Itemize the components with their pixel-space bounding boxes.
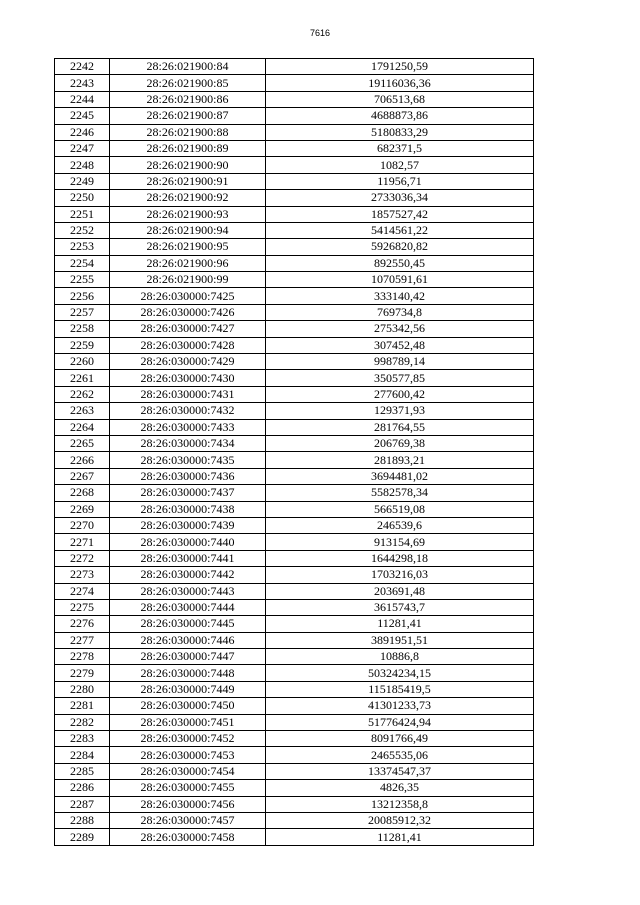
cadastral-value-cell: 50324234,15 bbox=[266, 665, 534, 681]
cadastral-value-cell: 5414561,22 bbox=[266, 222, 534, 238]
table-row bbox=[55, 583, 534, 599]
row-number-cell: 2281 bbox=[55, 698, 110, 714]
row-number-cell: 2254 bbox=[55, 255, 110, 271]
cadastral-number-cell: 28:26:021900:84 bbox=[110, 59, 266, 75]
cadastral-value-cell: 566519,08 bbox=[266, 501, 534, 517]
cadastral-value-cell: 1857527,42 bbox=[266, 206, 534, 222]
table-row bbox=[55, 354, 534, 370]
row-number-cell: 2252 bbox=[55, 222, 110, 238]
table-row bbox=[55, 829, 534, 845]
cadastral-number-cell: 28:26:030000:7447 bbox=[110, 649, 266, 665]
cadastral-value-cell: 5180833,29 bbox=[266, 124, 534, 140]
cadastral-number-cell: 28:26:030000:7432 bbox=[110, 403, 266, 419]
cadastral-value-cell: 20085912,32 bbox=[266, 812, 534, 828]
cadastral-value-cell: 913154,69 bbox=[266, 534, 534, 550]
cadastral-value-cell: 307452,48 bbox=[266, 337, 534, 353]
row-number-cell: 2275 bbox=[55, 599, 110, 615]
table-row bbox=[55, 206, 534, 222]
cadastral-value-cell: 115185419,5 bbox=[266, 681, 534, 697]
cadastral-number-cell: 28:26:030000:7427 bbox=[110, 321, 266, 337]
cadastral-number-cell: 28:26:030000:7440 bbox=[110, 534, 266, 550]
cadastral-number-cell: 28:26:021900:90 bbox=[110, 157, 266, 173]
row-number-cell: 2242 bbox=[55, 59, 110, 75]
table-row bbox=[55, 747, 534, 763]
table-row bbox=[55, 222, 534, 238]
row-number-cell: 2250 bbox=[55, 190, 110, 206]
cadastral-number-cell: 28:26:021900:93 bbox=[110, 206, 266, 222]
table-row bbox=[55, 665, 534, 681]
table-row bbox=[55, 272, 534, 288]
row-number-cell: 2266 bbox=[55, 452, 110, 468]
row-number-cell: 2272 bbox=[55, 550, 110, 566]
row-number-cell: 2246 bbox=[55, 124, 110, 140]
table-row bbox=[55, 288, 534, 304]
cadastral-value-cell: 13212358,8 bbox=[266, 796, 534, 812]
cadastral-number-cell: 28:26:030000:7442 bbox=[110, 567, 266, 583]
table-row bbox=[55, 419, 534, 435]
cadastral-number-cell: 28:26:030000:7454 bbox=[110, 763, 266, 779]
table-row bbox=[55, 534, 534, 550]
cadastral-value-cell: 5582578,34 bbox=[266, 485, 534, 501]
row-number-cell: 2265 bbox=[55, 435, 110, 451]
table-row bbox=[55, 337, 534, 353]
cadastral-number-cell: 28:26:030000:7426 bbox=[110, 304, 266, 320]
cadastral-value-cell: 203691,48 bbox=[266, 583, 534, 599]
row-number-cell: 2279 bbox=[55, 665, 110, 681]
table-body bbox=[55, 59, 534, 846]
cadastral-number-cell: 28:26:030000:7438 bbox=[110, 501, 266, 517]
cadastral-value-cell: 11281,41 bbox=[266, 616, 534, 632]
cadastral-number-cell: 28:26:030000:7436 bbox=[110, 468, 266, 484]
cadastral-number-cell: 28:26:030000:7458 bbox=[110, 829, 266, 845]
row-number-cell: 2257 bbox=[55, 304, 110, 320]
table-row bbox=[55, 91, 534, 107]
cadastral-value-cell: 1082,57 bbox=[266, 157, 534, 173]
cadastral-value-cell: 2733036,34 bbox=[266, 190, 534, 206]
row-number-cell: 2249 bbox=[55, 173, 110, 189]
cadastral-value-cell: 682371,5 bbox=[266, 140, 534, 156]
table-row bbox=[55, 435, 534, 451]
cadastral-number-cell: 28:26:030000:7448 bbox=[110, 665, 266, 681]
table-row bbox=[55, 173, 534, 189]
row-number-cell: 2268 bbox=[55, 485, 110, 501]
cadastral-value-cell: 246539,6 bbox=[266, 517, 534, 533]
cadastral-number-cell: 28:26:030000:7439 bbox=[110, 517, 266, 533]
row-number-cell: 2284 bbox=[55, 747, 110, 763]
cadastral-value-cell: 4826,35 bbox=[266, 780, 534, 796]
row-number-cell: 2288 bbox=[55, 812, 110, 828]
cadastral-value-cell: 10886,8 bbox=[266, 649, 534, 665]
row-number-cell: 2253 bbox=[55, 239, 110, 255]
row-number-cell: 2264 bbox=[55, 419, 110, 435]
cadastral-number-cell: 28:26:030000:7431 bbox=[110, 386, 266, 402]
table-row bbox=[55, 796, 534, 812]
table-row bbox=[55, 599, 534, 615]
table-row bbox=[55, 108, 534, 124]
row-number-cell: 2274 bbox=[55, 583, 110, 599]
cadastral-number-cell: 28:26:021900:95 bbox=[110, 239, 266, 255]
row-number-cell: 2261 bbox=[55, 370, 110, 386]
row-number-cell: 2271 bbox=[55, 534, 110, 550]
row-number-cell: 2276 bbox=[55, 616, 110, 632]
cadastral-value-cell: 11956,71 bbox=[266, 173, 534, 189]
row-number-cell: 2269 bbox=[55, 501, 110, 517]
cadastral-number-cell: 28:26:030000:7434 bbox=[110, 435, 266, 451]
cadastral-value-cell: 13374547,37 bbox=[266, 763, 534, 779]
cadastral-value-cell: 19116036,36 bbox=[266, 75, 534, 91]
cadastral-number-cell: 28:26:030000:7456 bbox=[110, 796, 266, 812]
cadastral-value-cell: 11281,41 bbox=[266, 829, 534, 845]
table-row bbox=[55, 550, 534, 566]
cadastral-number-cell: 28:26:021900:89 bbox=[110, 140, 266, 156]
cadastral-value-cell: 3615743,7 bbox=[266, 599, 534, 615]
row-number-cell: 2259 bbox=[55, 337, 110, 353]
row-number-cell: 2248 bbox=[55, 157, 110, 173]
table-row bbox=[55, 649, 534, 665]
table-row bbox=[55, 632, 534, 648]
row-number-cell: 2287 bbox=[55, 796, 110, 812]
cadastral-number-cell: 28:26:030000:7445 bbox=[110, 616, 266, 632]
cadastral-value-cell: 333140,42 bbox=[266, 288, 534, 304]
cadastral-number-cell: 28:26:030000:7450 bbox=[110, 698, 266, 714]
row-number-cell: 2245 bbox=[55, 108, 110, 124]
cadastral-value-cell: 277600,42 bbox=[266, 386, 534, 402]
row-number-cell: 2256 bbox=[55, 288, 110, 304]
cadastral-number-cell: 28:26:030000:7425 bbox=[110, 288, 266, 304]
cadastral-number-cell: 28:26:021900:94 bbox=[110, 222, 266, 238]
cadastral-number-cell: 28:26:030000:7429 bbox=[110, 354, 266, 370]
row-number-cell: 2260 bbox=[55, 354, 110, 370]
table-row bbox=[55, 616, 534, 632]
cadastral-number-cell: 28:26:030000:7437 bbox=[110, 485, 266, 501]
table-row bbox=[55, 485, 534, 501]
cadastral-value-cell: 1703216,03 bbox=[266, 567, 534, 583]
cadastral-value-table bbox=[54, 58, 534, 846]
row-number-cell: 2277 bbox=[55, 632, 110, 648]
table-row bbox=[55, 452, 534, 468]
table-row bbox=[55, 501, 534, 517]
cadastral-value-cell: 1644298,18 bbox=[266, 550, 534, 566]
cadastral-value-cell: 51776424,94 bbox=[266, 714, 534, 730]
cadastral-number-cell: 28:26:021900:87 bbox=[110, 108, 266, 124]
row-number-cell: 2263 bbox=[55, 403, 110, 419]
table-row bbox=[55, 731, 534, 747]
cadastral-number-cell: 28:26:030000:7444 bbox=[110, 599, 266, 615]
cadastral-value-cell: 281893,21 bbox=[266, 452, 534, 468]
table-row bbox=[55, 190, 534, 206]
cadastral-value-cell: 8091766,49 bbox=[266, 731, 534, 747]
cadastral-number-cell: 28:26:030000:7430 bbox=[110, 370, 266, 386]
row-number-cell: 2258 bbox=[55, 321, 110, 337]
table-row bbox=[55, 157, 534, 173]
table-row bbox=[55, 567, 534, 583]
cadastral-number-cell: 28:26:030000:7428 bbox=[110, 337, 266, 353]
cadastral-number-cell: 28:26:030000:7435 bbox=[110, 452, 266, 468]
cadastral-value-cell: 4688873,86 bbox=[266, 108, 534, 124]
cadastral-value-cell: 350577,85 bbox=[266, 370, 534, 386]
cadastral-value-cell: 275342,56 bbox=[266, 321, 534, 337]
row-number-cell: 2243 bbox=[55, 75, 110, 91]
row-number-cell: 2251 bbox=[55, 206, 110, 222]
cadastral-value-cell: 1070591,61 bbox=[266, 272, 534, 288]
cadastral-number-cell: 28:26:030000:7433 bbox=[110, 419, 266, 435]
cadastral-number-cell: 28:26:021900:92 bbox=[110, 190, 266, 206]
row-number-cell: 2255 bbox=[55, 272, 110, 288]
cadastral-value-cell: 281764,55 bbox=[266, 419, 534, 435]
row-number-cell: 2262 bbox=[55, 386, 110, 402]
cadastral-value-cell: 706513,68 bbox=[266, 91, 534, 107]
cadastral-number-cell: 28:26:021900:88 bbox=[110, 124, 266, 140]
cadastral-number-cell: 28:26:021900:86 bbox=[110, 91, 266, 107]
cadastral-value-cell: 769734,8 bbox=[266, 304, 534, 320]
table-row bbox=[55, 698, 534, 714]
page-number: 7616 bbox=[309, 28, 331, 38]
cadastral-number-cell: 28:26:021900:85 bbox=[110, 75, 266, 91]
table-row bbox=[55, 75, 534, 91]
row-number-cell: 2289 bbox=[55, 829, 110, 845]
table-row bbox=[55, 763, 534, 779]
table-row bbox=[55, 124, 534, 140]
table-row bbox=[55, 386, 534, 402]
row-number-cell: 2247 bbox=[55, 140, 110, 156]
table-row bbox=[55, 140, 534, 156]
cadastral-number-cell: 28:26:030000:7457 bbox=[110, 812, 266, 828]
table-row bbox=[55, 403, 534, 419]
cadastral-value-cell: 3891951,51 bbox=[266, 632, 534, 648]
row-number-cell: 2244 bbox=[55, 91, 110, 107]
table-row bbox=[55, 370, 534, 386]
cadastral-number-cell: 28:26:030000:7453 bbox=[110, 747, 266, 763]
table-row bbox=[55, 304, 534, 320]
cadastral-value-cell: 5926820,82 bbox=[266, 239, 534, 255]
table-row bbox=[55, 714, 534, 730]
table-row bbox=[55, 681, 534, 697]
table-row bbox=[55, 812, 534, 828]
cadastral-number-cell: 28:26:021900:91 bbox=[110, 173, 266, 189]
cadastral-value-cell: 206769,38 bbox=[266, 435, 534, 451]
row-number-cell: 2267 bbox=[55, 468, 110, 484]
cadastral-value-cell: 41301233,73 bbox=[266, 698, 534, 714]
table-row bbox=[55, 321, 534, 337]
cadastral-number-cell: 28:26:030000:7451 bbox=[110, 714, 266, 730]
table-row bbox=[55, 780, 534, 796]
row-number-cell: 2278 bbox=[55, 649, 110, 665]
table-row bbox=[55, 239, 534, 255]
cadastral-number-cell: 28:26:030000:7452 bbox=[110, 731, 266, 747]
row-number-cell: 2280 bbox=[55, 681, 110, 697]
cadastral-number-cell: 28:26:030000:7449 bbox=[110, 681, 266, 697]
cadastral-number-cell: 28:26:021900:96 bbox=[110, 255, 266, 271]
row-number-cell: 2282 bbox=[55, 714, 110, 730]
cadastral-value-cell: 892550,45 bbox=[266, 255, 534, 271]
row-number-cell: 2286 bbox=[55, 780, 110, 796]
row-number-cell: 2283 bbox=[55, 731, 110, 747]
cadastral-number-cell: 28:26:030000:7455 bbox=[110, 780, 266, 796]
cadastral-value-cell: 998789,14 bbox=[266, 354, 534, 370]
table-row bbox=[55, 517, 534, 533]
row-number-cell: 2270 bbox=[55, 517, 110, 533]
table-row bbox=[55, 59, 534, 75]
cadastral-number-cell: 28:26:030000:7441 bbox=[110, 550, 266, 566]
cadastral-number-cell: 28:26:030000:7443 bbox=[110, 583, 266, 599]
table-row bbox=[55, 468, 534, 484]
table-row bbox=[55, 255, 534, 271]
row-number-cell: 2285 bbox=[55, 763, 110, 779]
cadastral-value-cell: 2465535,06 bbox=[266, 747, 534, 763]
cadastral-value-cell: 1791250,59 bbox=[266, 59, 534, 75]
cadastral-number-cell: 28:26:021900:99 bbox=[110, 272, 266, 288]
cadastral-value-cell: 129371,93 bbox=[266, 403, 534, 419]
cadastral-number-cell: 28:26:030000:7446 bbox=[110, 632, 266, 648]
row-number-cell: 2273 bbox=[55, 567, 110, 583]
cadastral-value-cell: 3694481,02 bbox=[266, 468, 534, 484]
